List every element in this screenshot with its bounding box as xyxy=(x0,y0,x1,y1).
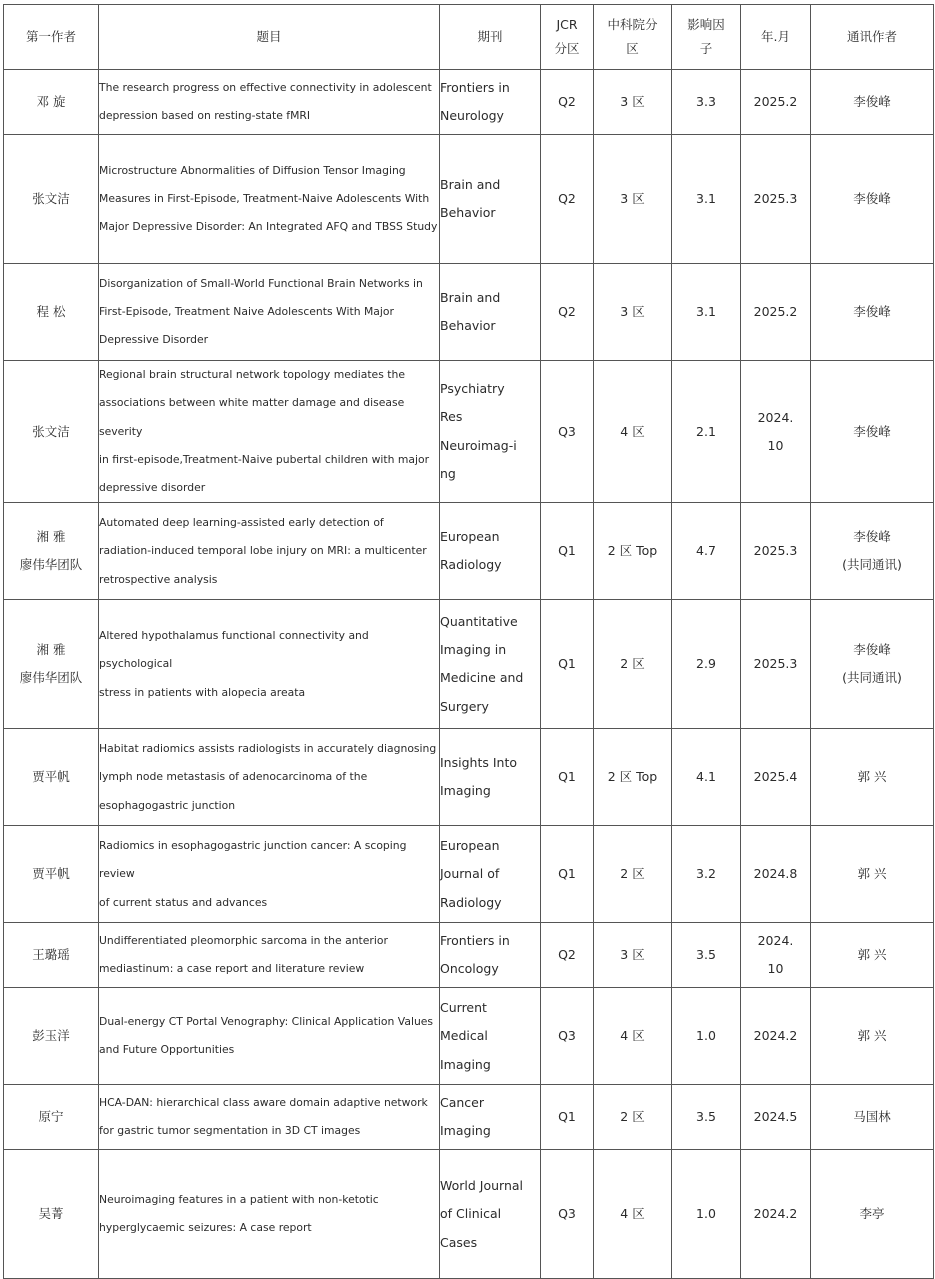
cas-cell-text: 4 区 xyxy=(620,423,645,439)
date-cell-text: 2025.2 xyxy=(753,304,798,319)
impact-factor-cell xyxy=(672,361,741,503)
impact-factor-cell-text: 3.1 xyxy=(696,304,716,319)
first-author-cell-text: 彭玉洋 xyxy=(32,1028,70,1044)
jcr-cell xyxy=(541,600,594,729)
title-cell xyxy=(99,264,440,361)
journal-cell-text: European Radiology xyxy=(440,529,502,573)
table-row xyxy=(4,988,934,1085)
title-cell xyxy=(99,70,440,135)
header-journal: 期刊 xyxy=(440,5,541,70)
cas-cell xyxy=(594,988,672,1085)
journal-cell-text: Current Medical Imaging xyxy=(440,1000,491,1072)
date-cell-text: 2024. 10 xyxy=(757,409,794,453)
date-cell-text: 2024.2 xyxy=(753,1206,798,1222)
impact-factor-cell xyxy=(672,988,741,1085)
impact-factor-cell-text: 1.0 xyxy=(696,1206,716,1222)
date-cell xyxy=(741,135,811,264)
cas-cell-text: 3 区 xyxy=(620,304,645,319)
journal-cell-text: Frontiers in Oncology xyxy=(440,933,510,977)
cas-cell xyxy=(594,503,672,600)
impact-factor-cell-text: 3.2 xyxy=(696,866,716,882)
title-cell xyxy=(99,1150,440,1279)
impact-factor-cell xyxy=(672,70,741,135)
cas-cell-text: 2 区 xyxy=(620,656,645,672)
date-cell xyxy=(741,988,811,1085)
date-cell-text: 2025.4 xyxy=(753,769,798,785)
first-author-cell-text: 张文洁 xyxy=(32,423,70,439)
title-cell xyxy=(99,600,440,729)
corresponding-author-cell xyxy=(811,503,934,600)
corresponding-author-cell xyxy=(811,826,934,923)
impact-factor-cell xyxy=(672,264,741,361)
impact-factor-cell xyxy=(672,729,741,826)
journal-cell xyxy=(440,264,541,361)
journal-cell-text: European Journal of Radiology xyxy=(440,838,502,910)
corresponding-author-cell xyxy=(811,1150,934,1279)
jcr-cell-text: Q3 xyxy=(558,1206,576,1222)
journal-cell-text: Psychiatry Res Neuroimag-i ng xyxy=(440,381,517,482)
cas-cell-text: 3 区 xyxy=(620,191,645,206)
impact-factor-cell-text: 3.5 xyxy=(696,947,716,963)
title-cell xyxy=(99,1085,440,1150)
title-cell-text: Neuroimaging features in a patient with non-ketotic hyperglycaemic seizures: A case report xyxy=(99,1193,379,1235)
title-cell-text: Dual-energy CT Portal Venography: Clinical Application Values and Future Opportunities xyxy=(99,1015,434,1057)
impact-factor-cell xyxy=(672,826,741,923)
impact-factor-cell-text: 1.0 xyxy=(696,1028,716,1044)
corresponding-author-cell-text: 李俊峰 xyxy=(853,191,891,206)
first-author-cell xyxy=(4,264,99,361)
jcr-cell xyxy=(541,503,594,600)
corresponding-author-cell-text: 郭 兴 xyxy=(857,769,887,785)
cas-cell-text: 4 区 xyxy=(620,1206,645,1222)
cas-cell xyxy=(594,729,672,826)
first-author-cell-text: 湘 雅 廖伟华团队 xyxy=(19,529,83,573)
date-cell xyxy=(741,361,811,503)
date-cell xyxy=(741,264,811,361)
first-author-cell-text: 贾平帆 xyxy=(32,866,70,882)
jcr-cell-text: Q2 xyxy=(558,947,576,963)
journal-cell-text: World Journal of Clinical Cases xyxy=(440,1178,524,1250)
journal-cell-text: Frontiers in Neurology xyxy=(440,79,510,123)
jcr-cell xyxy=(541,923,594,988)
journal-cell-text: Brain and Behavior xyxy=(440,176,501,220)
journal-cell xyxy=(440,361,541,503)
jcr-cell-text: Q1 xyxy=(558,866,576,882)
jcr-cell xyxy=(541,70,594,135)
date-cell-text: 2024. 10 xyxy=(757,933,794,977)
jcr-cell xyxy=(541,988,594,1085)
title-cell-text: Habitat radiomics assists radiologists in accurately diagnosing lymph node metastasis of adenocarcinoma of the esophagogastric junction xyxy=(99,742,437,812)
cas-cell-text: 3 区 xyxy=(620,94,645,109)
cas-cell xyxy=(594,264,672,361)
date-cell xyxy=(741,826,811,923)
journal-cell-text: Cancer Imaging xyxy=(440,1095,491,1139)
table-row xyxy=(4,1150,934,1279)
table-row xyxy=(4,923,934,988)
corresponding-author-cell-text: 李俊峰 (共同通讯) xyxy=(842,642,902,686)
first-author-cell-text: 王璐瑶 xyxy=(32,947,70,963)
first-author-cell xyxy=(4,988,99,1085)
corresponding-author-cell-text: 郭 兴 xyxy=(857,947,887,963)
journal-cell-text: Insights Into Imaging xyxy=(440,755,517,799)
first-author-cell xyxy=(4,135,99,264)
cas-cell-text: 2 区 xyxy=(620,1109,645,1125)
impact-factor-cell xyxy=(672,1150,741,1279)
table-row xyxy=(4,729,934,826)
date-cell-text: 2024.5 xyxy=(753,1109,798,1125)
table-row xyxy=(4,1085,934,1150)
journal-cell xyxy=(440,1150,541,1279)
jcr-cell-text: Q3 xyxy=(558,1028,576,1044)
corresponding-author-cell-text: 李亭 xyxy=(859,1206,885,1222)
header-cas: 中科院分 区 xyxy=(594,5,672,70)
first-author-cell-text: 原宁 xyxy=(38,1109,64,1125)
corresponding-author-cell-text: 李俊峰 (共同通讯) xyxy=(842,529,902,573)
journal-cell xyxy=(440,70,541,135)
first-author-cell xyxy=(4,826,99,923)
title-cell xyxy=(99,729,440,826)
date-cell xyxy=(741,600,811,729)
jcr-cell-text: Q1 xyxy=(558,656,576,672)
jcr-cell xyxy=(541,729,594,826)
impact-factor-cell-text: 3.5 xyxy=(696,1109,716,1125)
date-cell xyxy=(741,1150,811,1279)
corresponding-author-cell xyxy=(811,70,934,135)
corresponding-author-cell xyxy=(811,600,934,729)
table-row xyxy=(4,135,934,264)
corresponding-author-cell-text: 郭 兴 xyxy=(857,866,887,882)
cas-cell xyxy=(594,1150,672,1279)
date-cell xyxy=(741,1085,811,1150)
first-author-cell-text: 吴菁 xyxy=(38,1206,64,1222)
table-row xyxy=(4,361,934,503)
impact-factor-cell-text: 3.3 xyxy=(696,94,716,109)
corresponding-author-cell xyxy=(811,1085,934,1150)
date-cell xyxy=(741,70,811,135)
corresponding-author-cell-text: 李俊峰 xyxy=(853,94,891,109)
title-cell-text: Automated deep learning-assisted early detection of radiation-induced temporal lobe injury on MRI: a multicenter retrospective analysis xyxy=(99,516,427,586)
jcr-cell xyxy=(541,1150,594,1279)
title-cell-text: The research progress on effective connectivity in adolescent depression based on resting-state fMRI xyxy=(99,80,432,122)
corresponding-author-cell xyxy=(811,361,934,503)
cas-cell xyxy=(594,1085,672,1150)
title-cell xyxy=(99,923,440,988)
first-author-cell-text: 张文洁 xyxy=(32,191,70,206)
cas-cell-text: 2 区 Top xyxy=(607,769,658,785)
first-author-cell xyxy=(4,70,99,135)
cas-cell xyxy=(594,361,672,503)
journal-cell xyxy=(440,988,541,1085)
title-cell xyxy=(99,503,440,600)
impact-factor-cell xyxy=(672,135,741,264)
impact-factor-cell-text: 4.7 xyxy=(696,543,716,559)
header-corresponding: 通讯作者 xyxy=(811,5,934,70)
date-cell-text: 2025.3 xyxy=(753,543,798,559)
title-cell-text: Radiomics in esophagogastric junction cancer: A scoping review of current status and advances xyxy=(99,839,407,909)
corresponding-author-cell xyxy=(811,135,934,264)
cas-cell-text: 4 区 xyxy=(620,1028,645,1044)
date-cell-text: 2024.2 xyxy=(753,1028,798,1044)
date-cell-text: 2025.3 xyxy=(753,656,798,672)
title-cell xyxy=(99,826,440,923)
date-cell xyxy=(741,503,811,600)
impact-factor-cell-text: 3.1 xyxy=(696,191,716,206)
corresponding-author-cell-text: 郭 兴 xyxy=(857,1028,887,1044)
header-first-author: 第一作者 xyxy=(4,5,99,70)
corresponding-author-cell xyxy=(811,264,934,361)
cas-cell-text: 2 区 xyxy=(620,866,645,882)
title-cell xyxy=(99,988,440,1085)
header-date: 年.月 xyxy=(741,5,811,70)
table-row xyxy=(4,600,934,729)
cas-cell xyxy=(594,923,672,988)
header-jcr: JCR 分区 xyxy=(541,5,594,70)
date-cell xyxy=(741,729,811,826)
title-cell-text: Regional brain structural network topology mediates the associations between white matter damage and disease severity in first-episode,Treatment-Naive pubertal children with major depressive disorder xyxy=(99,368,430,495)
first-author-cell xyxy=(4,503,99,600)
corresponding-author-cell-text: 李俊峰 xyxy=(853,304,891,319)
journal-cell xyxy=(440,1085,541,1150)
first-author-cell-text: 邓 旋 xyxy=(36,94,66,109)
journal-cell-text: Brain and Behavior xyxy=(440,289,501,333)
title-cell xyxy=(99,361,440,503)
table-body xyxy=(4,70,934,1279)
jcr-cell-text: Q1 xyxy=(558,1109,576,1125)
jcr-cell-text: Q2 xyxy=(558,304,576,319)
title-cell-text: HCA-DAN: hierarchical class aware domain adaptive network for gastric tumor segmentation in 3D CT images xyxy=(99,1096,428,1138)
journal-cell xyxy=(440,826,541,923)
journal-cell xyxy=(440,503,541,600)
first-author-cell xyxy=(4,361,99,503)
first-author-cell-text: 湘 雅 廖伟华团队 xyxy=(19,642,83,686)
journal-cell xyxy=(440,135,541,264)
jcr-cell xyxy=(541,264,594,361)
jcr-cell xyxy=(541,1085,594,1150)
jcr-cell xyxy=(541,361,594,503)
title-cell xyxy=(99,135,440,264)
jcr-cell-text: Q3 xyxy=(558,423,576,439)
corresponding-author-cell xyxy=(811,729,934,826)
cas-cell xyxy=(594,135,672,264)
table-row xyxy=(4,264,934,361)
impact-factor-cell xyxy=(672,923,741,988)
publication-table xyxy=(3,4,934,1279)
impact-factor-cell xyxy=(672,600,741,729)
first-author-cell xyxy=(4,729,99,826)
jcr-cell-text: Q1 xyxy=(558,769,576,785)
impact-factor-cell-text: 2.1 xyxy=(696,423,716,439)
date-cell xyxy=(741,923,811,988)
corresponding-author-cell xyxy=(811,988,934,1085)
header-title: 题目 xyxy=(99,5,440,70)
header-impact-factor: 影响因 子 xyxy=(672,5,741,70)
first-author-cell xyxy=(4,1085,99,1150)
table-row xyxy=(4,70,934,135)
title-cell-text: Altered hypothalamus functional connectivity and psychological stress in patients with alopecia areata xyxy=(99,629,369,699)
jcr-cell xyxy=(541,135,594,264)
jcr-cell xyxy=(541,826,594,923)
cas-cell xyxy=(594,826,672,923)
impact-factor-cell-text: 2.9 xyxy=(696,656,716,672)
impact-factor-cell-text: 4.1 xyxy=(696,769,716,785)
cas-cell xyxy=(594,70,672,135)
cas-cell-text: 2 区 Top xyxy=(607,543,658,559)
journal-cell xyxy=(440,600,541,729)
corresponding-author-cell-text: 马国林 xyxy=(853,1109,891,1125)
date-cell-text: 2025.2 xyxy=(753,94,798,109)
first-author-cell xyxy=(4,923,99,988)
impact-factor-cell xyxy=(672,503,741,600)
journal-cell xyxy=(440,729,541,826)
journal-cell-text: Quantitative Imaging in Medicine and Surgery xyxy=(440,613,524,714)
first-author-cell-text: 贾平帆 xyxy=(32,769,70,785)
journal-cell xyxy=(440,923,541,988)
title-cell-text: Undifferentiated pleomorphic sarcoma in the anterior mediastinum: a case report and literature review xyxy=(99,934,388,976)
title-cell-text: Disorganization of Small-World Functional Brain Networks in First-Episode, Treatment Naive Adolescents With Major Depressive Disorder xyxy=(99,276,423,347)
corresponding-author-cell-text: 李俊峰 xyxy=(853,423,891,439)
cas-cell-text: 3 区 xyxy=(620,947,645,963)
title-cell-text: Microstructure Abnormalities of Diffusion Tensor Imaging Measures in First-Episode, Treatment-Naive Adolescents With Major Depressive Disorder: An Integrated AFQ and TBSS Study xyxy=(99,163,438,234)
jcr-cell-text: Q2 xyxy=(558,94,576,109)
first-author-cell xyxy=(4,600,99,729)
first-author-cell xyxy=(4,1150,99,1279)
cas-cell xyxy=(594,600,672,729)
date-cell-text: 2024.8 xyxy=(753,866,798,882)
corresponding-author-cell xyxy=(811,923,934,988)
jcr-cell-text: Q1 xyxy=(558,543,576,559)
date-cell-text: 2025.3 xyxy=(753,191,798,206)
jcr-cell-text: Q2 xyxy=(558,191,576,206)
impact-factor-cell xyxy=(672,1085,741,1150)
table-row xyxy=(4,503,934,600)
header-row xyxy=(4,5,934,70)
table-row xyxy=(4,826,934,923)
first-author-cell-text: 程 松 xyxy=(36,304,66,319)
